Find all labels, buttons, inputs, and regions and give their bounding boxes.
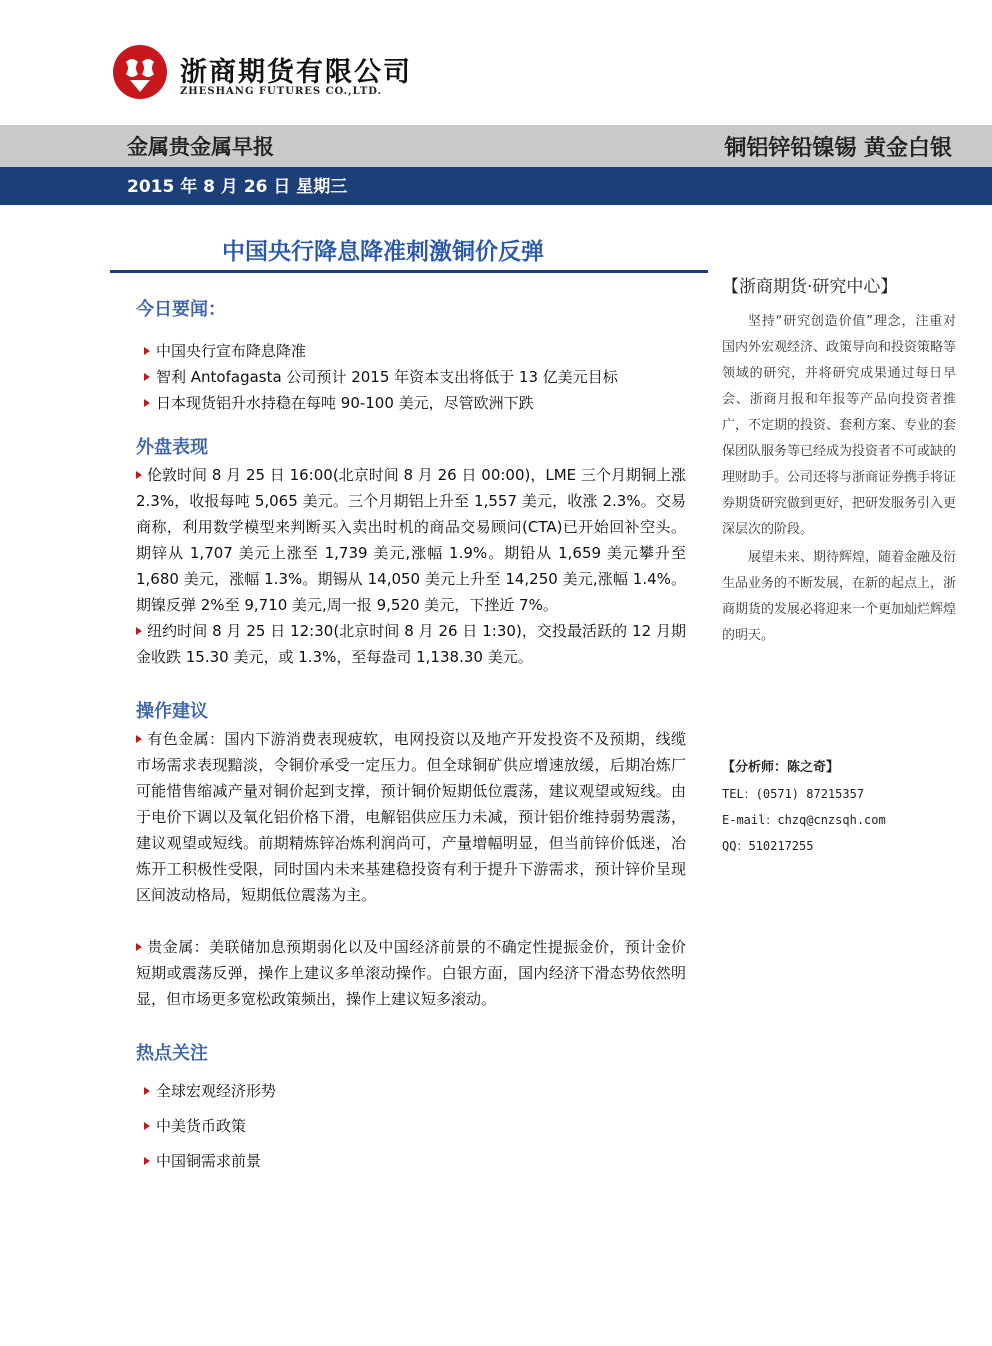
bullet-icon <box>144 1122 150 1130</box>
main-column <box>136 296 686 1174</box>
bullet-icon <box>136 627 142 635</box>
analyst-name: 【分析师：陈之奇】 <box>722 760 840 775</box>
company-logo <box>112 40 412 110</box>
sidebar-outlook: 展望未来、期待辉煌，随着金融及衍生品业务的不断发展，在新的起点上，浙商期货的发展必将迎来一个更加灿烂辉煌的明天。 <box>722 550 957 643</box>
analyst-email[interactable]: E-mail：chzq@cnzsqh.com <box>722 813 886 827</box>
metals-list: 铜铝锌铅镍锡 黄金白银 <box>724 136 952 161</box>
advice-paragraph-precious-metals: 贵金属：美联储加息预期弱化以及中国经济前景的不确定性提振金价，预计金价短期或震荡反弹，操作上建议多单滚动操作。白银方面，国内经济下滑态势依然明显，但市场更多宽松政策频出，操作上建议短多滚动。 <box>136 938 686 1008</box>
hotspot-item: 中美货币政策 <box>136 1113 686 1139</box>
hotspot-item: 全球宏观经济形势 <box>136 1078 686 1104</box>
advice-paragraph-base-metals: 有色金属：国内下游消费表现疲软，电网投资以及地产开发投资不及预期，线缆市场需求表现黯淡，令铜价承受一定压力。但全球铜矿供应增速放缓，后期冶炼厂可能惜售缩减产量对铜价起到支撑，预计铜价短期低位震荡，建议观望或短线。由于电价下调以及氧化铝价格下滑，电解铝供应压力未减，预计铝价维持弱势震荡，建议观望或短线。前期精炼锌冶炼利润尚可，产量增幅明显，但当前锌价低迷，冶炼开工积极性受限，同时国内未来基建稳投资有利于提升下游需求，预计锌价呈现区间波动格局，短期低位震荡为主。 <box>136 730 686 904</box>
report-title: 金属贵金属早报 <box>127 135 274 159</box>
sidebar <box>722 272 956 649</box>
bullet-icon <box>136 471 142 479</box>
company-name-cn: 浙商期货有限公司 <box>180 57 412 88</box>
sidebar-intro: 坚持“研究创造价值”理念，注重对国内外宏观经济、政策导向和投资策略等领域的研究，并将研究成果通过每日早会、浙商月报和年报等产品向投资者推广，不定期的投资、套利方案、专业的套保团队服务等已经成为投资者不可或缺的理财助手。公司还将与浙商证券携手将证券期货研究做到更好，把研发服务引入更深层次的阶段。 <box>722 314 957 537</box>
report-date: 2015 年 8 月 26 日 星期三 <box>127 177 348 197</box>
news-section-title: 今日要闻： <box>136 299 226 320</box>
news-item: 中国央行宣布降息降准 <box>136 338 686 364</box>
headline: 中国央行降息降准刺激铜价反弹 <box>222 239 544 265</box>
bullet-icon <box>144 1087 150 1095</box>
overseas-paragraph-lme: 伦敦时间 8 月 25 日 16:00(北京时间 8 月 26 日 00:00)，LME 三个月期铜上涨 2.3%，收报每吨 5,065 美元。三个月期铝上升至 1,557 美元，收涨 2.3%。交易商称，利用数学模型来判断买入卖出时机的商品交易顾问(CTA)已开始回补空头。期锌从 1,707 美元上涨至 1,739 美元,涨幅 1.9%。期铅从 1,659 美元攀升至 1,680 美元，涨幅 1.3%。期锡从 14,050 美元上升至 14,250 美元,涨幅 1.4%。期镍反弹 2%至 9,710 美元,周一报 9,520 美元，下挫近 7%。 <box>136 466 686 614</box>
bullet-icon <box>144 347 150 355</box>
news-item: 日本现货铝升水持稳在每吨 90-100 美元，尽管欧洲下跌 <box>136 390 686 416</box>
analyst-contact <box>722 755 962 859</box>
company-name-en: ZHESHANG FUTURES CO.,LTD. <box>180 86 383 97</box>
overseas-section-title: 外盘表现 <box>136 437 208 458</box>
bullet-icon <box>136 943 142 951</box>
advice-section-title: 操作建议 <box>136 701 208 722</box>
bullet-icon <box>136 735 142 743</box>
sidebar-title: 【浙商期货·研究中心】 <box>722 277 898 297</box>
hotspot-item: 中国铜需求前景 <box>136 1148 686 1174</box>
headline-divider <box>110 270 708 273</box>
bullet-icon <box>144 373 150 381</box>
bullet-icon <box>144 1157 150 1165</box>
analyst-tel: TEL：(0571) 87215357 <box>722 787 865 801</box>
news-item: 智利 Antofagasta 公司预计 2015 年资本支出将低于 13 亿美元目标 <box>136 364 686 390</box>
company-logo-icon <box>112 44 168 100</box>
overseas-paragraph-comex: 纽约时间 8 月 25 日 12:30(北京时间 8 月 26 日 1:30)，交投最活跃的 12 月期金收跌 15.30 美元，或 1.3%，至每盎司 1,138.30 美元。 <box>136 622 686 666</box>
bullet-icon <box>144 399 150 407</box>
analyst-qq: QQ：510217255 <box>722 839 814 853</box>
hotspots-section-title: 热点关注 <box>136 1043 208 1064</box>
